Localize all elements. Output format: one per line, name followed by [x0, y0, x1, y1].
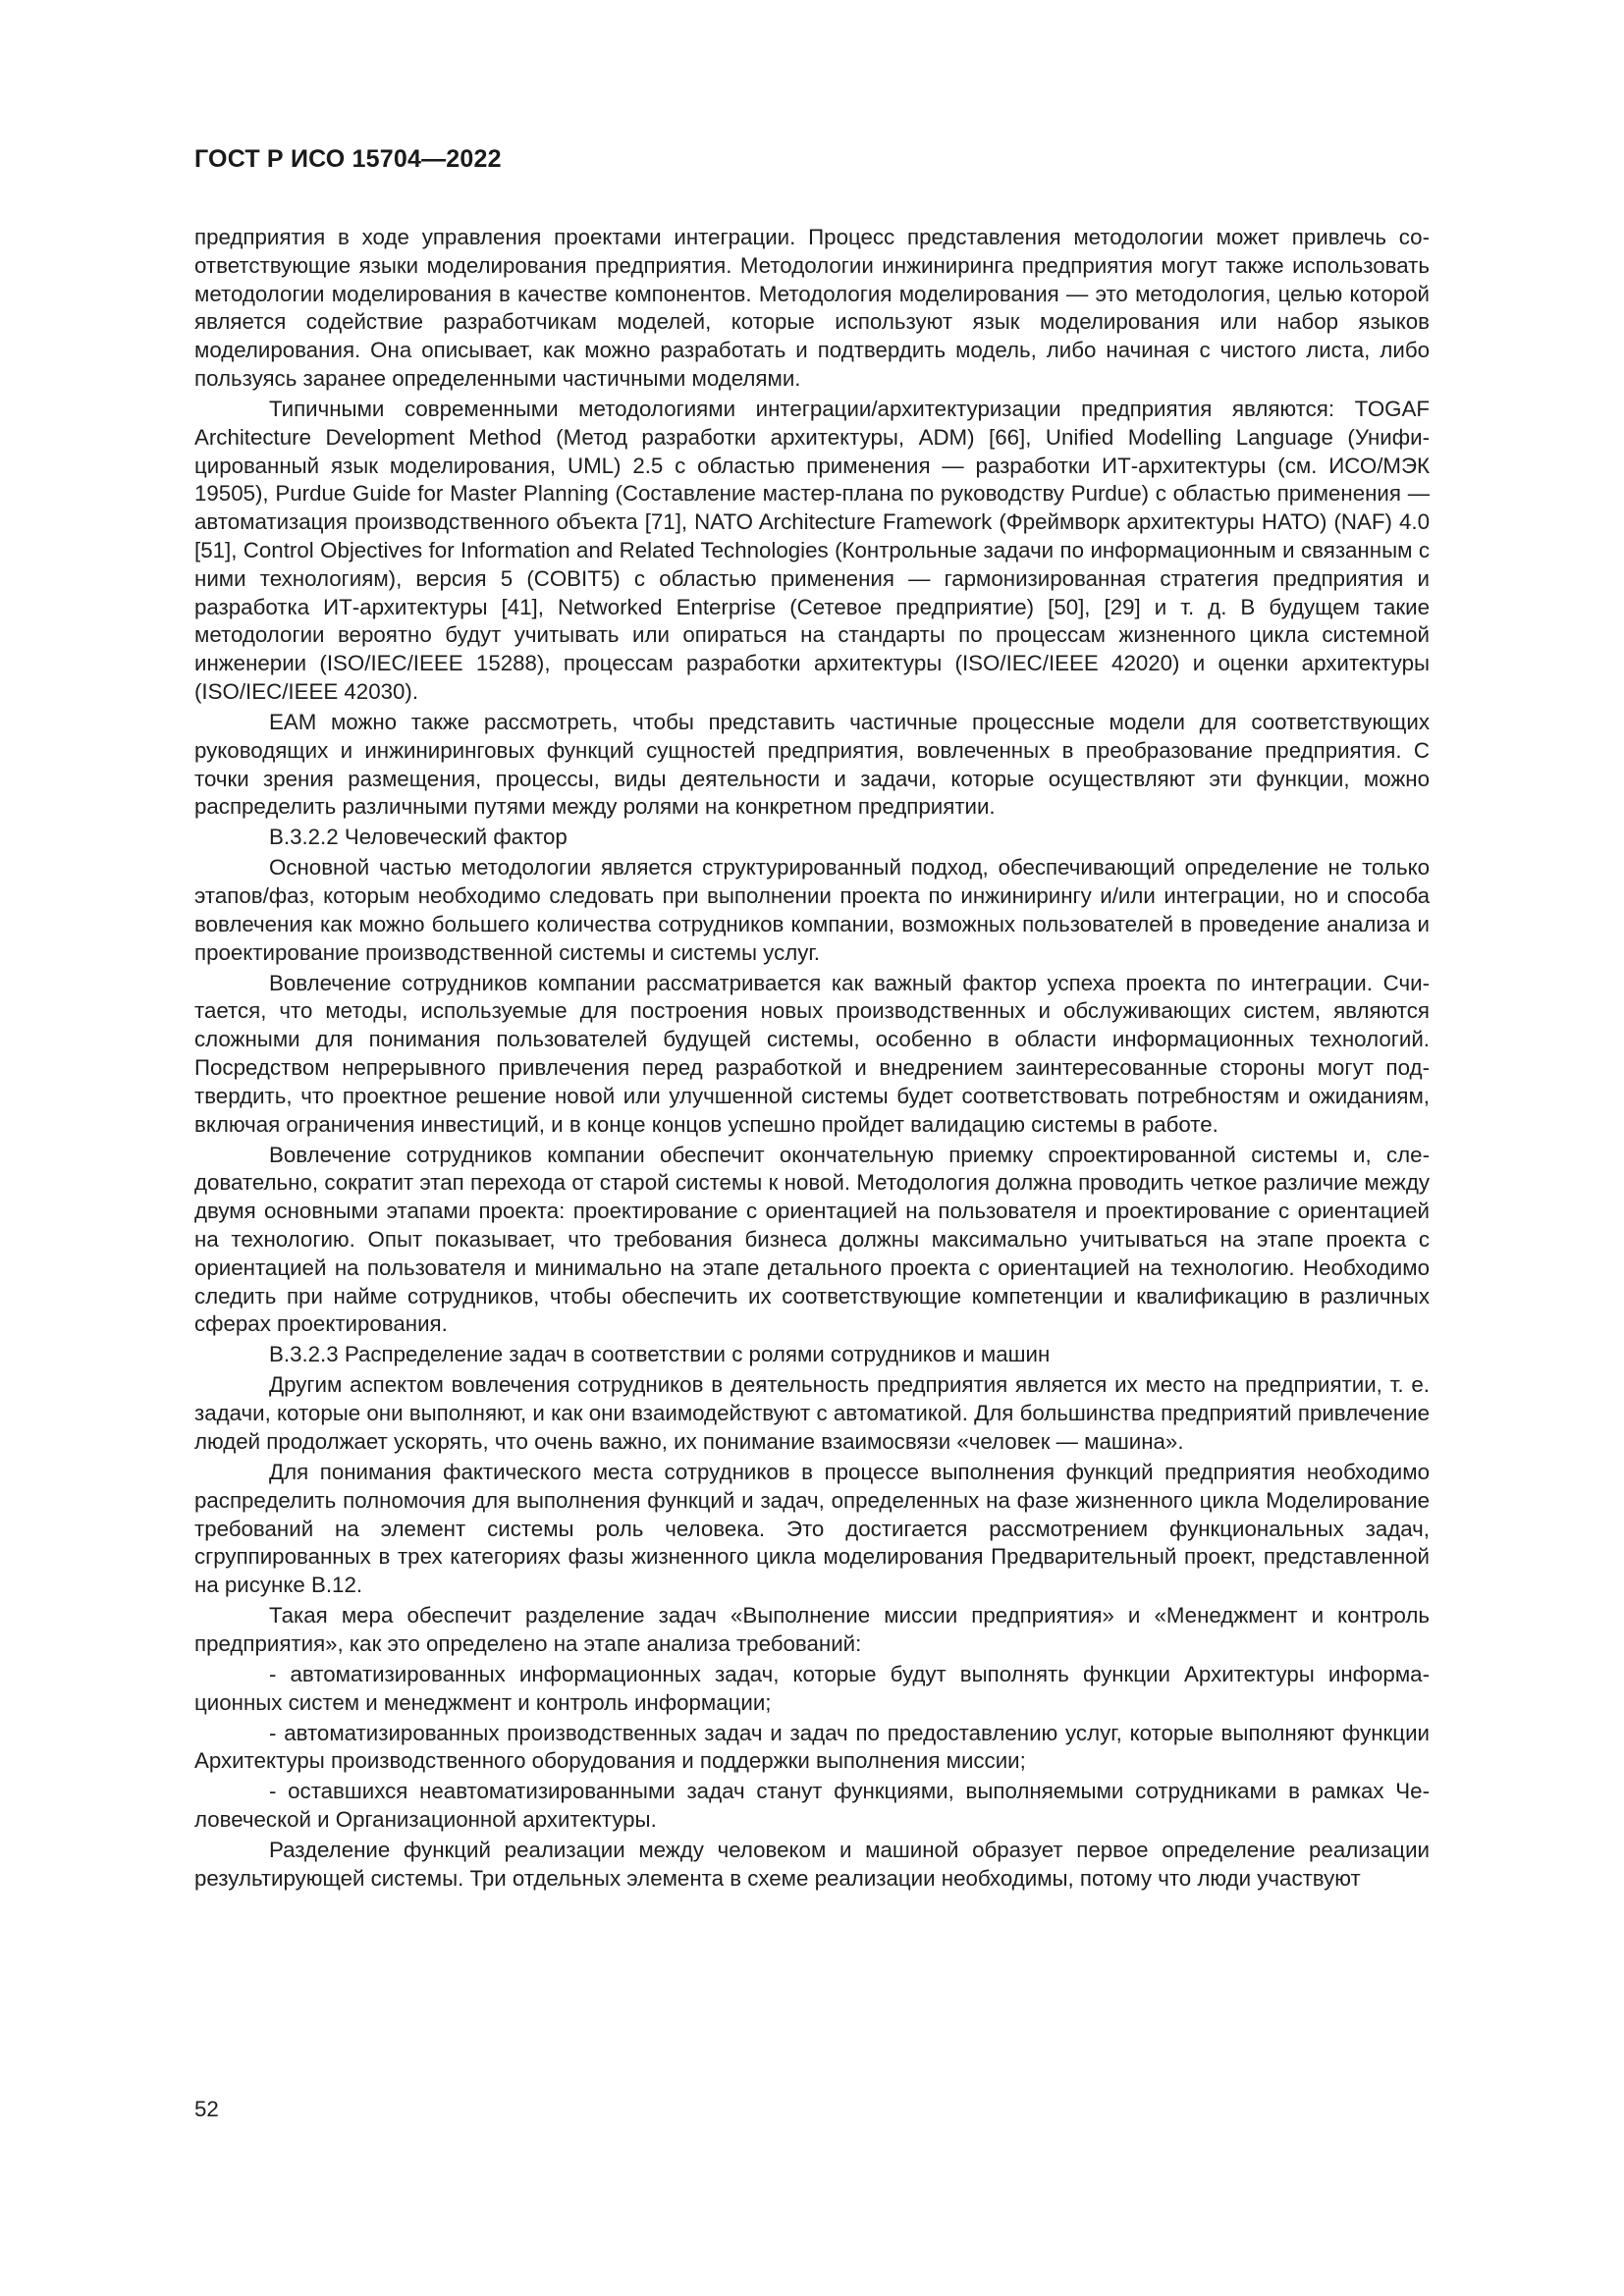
document-header: ГОСТ Р ИСО 15704—2022	[194, 145, 502, 173]
paragraph: Основной частью методологии является структурированный подход, обеспечивающий определение не только этапов/фаз, которым необходимо следовать при выполнении проекта по инжинирингу и/или интеграции, но и способа вовлечения как можно большего количества сотрудников компании, возможных пользователей в проведение анализа и проектирование производственной системы и системы услуг.	[194, 855, 1430, 965]
paragraph: EAM можно также рассмотреть, чтобы представить частичные процессные модели для соответствующих руководящих и инжиниринговых функций сущностей предприятия, вовлеченных в преобразование предприятия. С точки зрения размещения, процессы, виды деятельности и задачи, которые осуществляют эти функции, можно распределить различными путями между ролями на конкретном предприятии.	[194, 709, 1430, 820]
list-item: - автоматизированных производственных задач и задач по предоставлению услуг, которые выполняют функции Архитектуры производственного оборудования и поддержки выполнения миссии;	[194, 1720, 1430, 1774]
paragraph: Для понимания фактического места сотрудников в процессе выполнения функций предприятия необходимо распределить полномочия для выполнения функций и задач, определенных на фазе жизненного цикла Моделирование требований на элемент системы роль человека. Это достигается рассмотрением функциональных задач, сгруппированных в трех категориях фазы жизненного цикла моделирования Предварительный проект, представленной на рисунке В.12.	[194, 1459, 1430, 1598]
list-item: - автоматизированных информационных задач, которые будут выполнять функции Архитектуры информационных систем и менеджмент и контроль информации;	[194, 1661, 1430, 1715]
paragraph: Другим аспектом вовлечения сотрудников в деятельность предприятия является их место на предприятии, т. е. задачи, которые они выполняют, и как они взаимодействуют с автоматикой. Для большинства предприятий привлечение людей продолжает ускорять, что очень важно, их понимание взаимосвязи «человек — машина».	[194, 1372, 1430, 1454]
document-body	[194, 224, 1430, 1896]
paragraph: Вовлечение сотрудников компании рассматривается как важный фактор успеха проекта по интеграции. Считается, что методы, используемые для построения новых производственных и обслуживающих систем, являются сложными для понимания пользователей будущей системы, особенно в области информационных технологий. Посредством непрерывного привлечения перед разработкой и внедрением заинтересованные стороны могут подтвердить, что проектное решение новой или улучшенной системы будет соответствовать потребностям и ожиданиям, включая ограничения инвестиций, и в конце концов успешно пройдет валидацию системы в работе.	[194, 970, 1430, 1137]
paragraph: предприятия в ходе управления проектами интеграции. Процесс представления методологии может привлечь соответствующие языки моделирования предприятия. Методологии инжиниринга предприятия могут также использовать методологии моделирования в качестве компонентов. Методология моделирования — это методология, целью которой является содействие разработчикам моделей, которые используют язык моделирования или набор языков моделирования. Она описывает, как можно разработать и подтвердить модель, либо начиная с чистого листа, либо пользуясь заранее определенными частичными моделями.	[194, 225, 1430, 391]
paragraph: Такая мера обеспечит разделение задач «Выполнение миссии предприятия» и «Менеджмент и контроль предприятия», как это определено на этапе анализа требований:	[194, 1603, 1430, 1656]
section-heading: В.3.2.3 Распределение задач в соответствии с ролями сотрудников и машин	[269, 1342, 1051, 1367]
list-item: - оставшихся неавтоматизированными задач станут функциями, выполняемыми сотрудниками в рамках Человеческой и Организационной архитектуры.	[194, 1779, 1430, 1833]
paragraph: Вовлечение сотрудников компании обеспечит окончательную приемку спроектированной системы и, следовательно, сократит этап перехода от старой системы к новой. Методология должна проводить четкое различие между двумя основными этапами проекта: проектирование с ориентацией на пользователя и проектирование с ориентацией на технологию. Опыт показывает, что требования бизнеса должны максимально учитываться на этапе проекта с ориентацией на пользователя и минимально на этапе детального проекта с ориентацией на технологию. Необходимо следить при найме сотрудников, чтобы обеспечить их соответствующие компетенции и квалификацию в различных сферах проектирования.	[194, 1142, 1430, 1337]
section-heading: В.3.2.2 Человеческий фактор	[269, 825, 568, 850]
paragraph: Разделение функций реализации между человеком и машиной образует первое определение реализации результирующей системы. Три отдельных элемента в схеме реализации необходимы, потому что люди участвуют	[194, 1838, 1430, 1892]
paragraph: Типичными современными методологиями интеграции/архитектуризации предприятия являются: TOGAF Architecture Development Method (Метод разработки архитектуры, ADM) [66], Unified Modelling Language (Унифицированный язык моделирования, UML) 2.5 с областью применения — разработки ИТ-архитектуры (см. ИСО/МЭК 19505), Purdue Guide for Master Planning (Составление мастер-плана по руководству Purdue) с областью применения — автоматизация производственного объекта [71], NATO Architecture Framework (Фреймворк архитектуры НАТО) (NAF) 4.0 [51], Control Objectives for Information and Related Technologies (Контрольные задачи по информационным и связанным с ними технологиям), версия 5 (COBIT5) с областью применения — гармонизированная стратегия предприятия и разработка ИТ-архитектуры [41], Networked Enterprise (Сетевое предприятие) [50], [29] и т. д. В будущем такие методологии вероятно будут учитывать или опираться на стандарты по процессам жизненного цикла системной инженерии (ISO/IEC/IEEE 15288), процессам разработки архитектуры (ISO/IEC/IEEE 42020) и оценки архитектуры (ISO/IEC/IEEE 42030).	[194, 396, 1430, 704]
page-number: 52	[194, 2097, 219, 2121]
